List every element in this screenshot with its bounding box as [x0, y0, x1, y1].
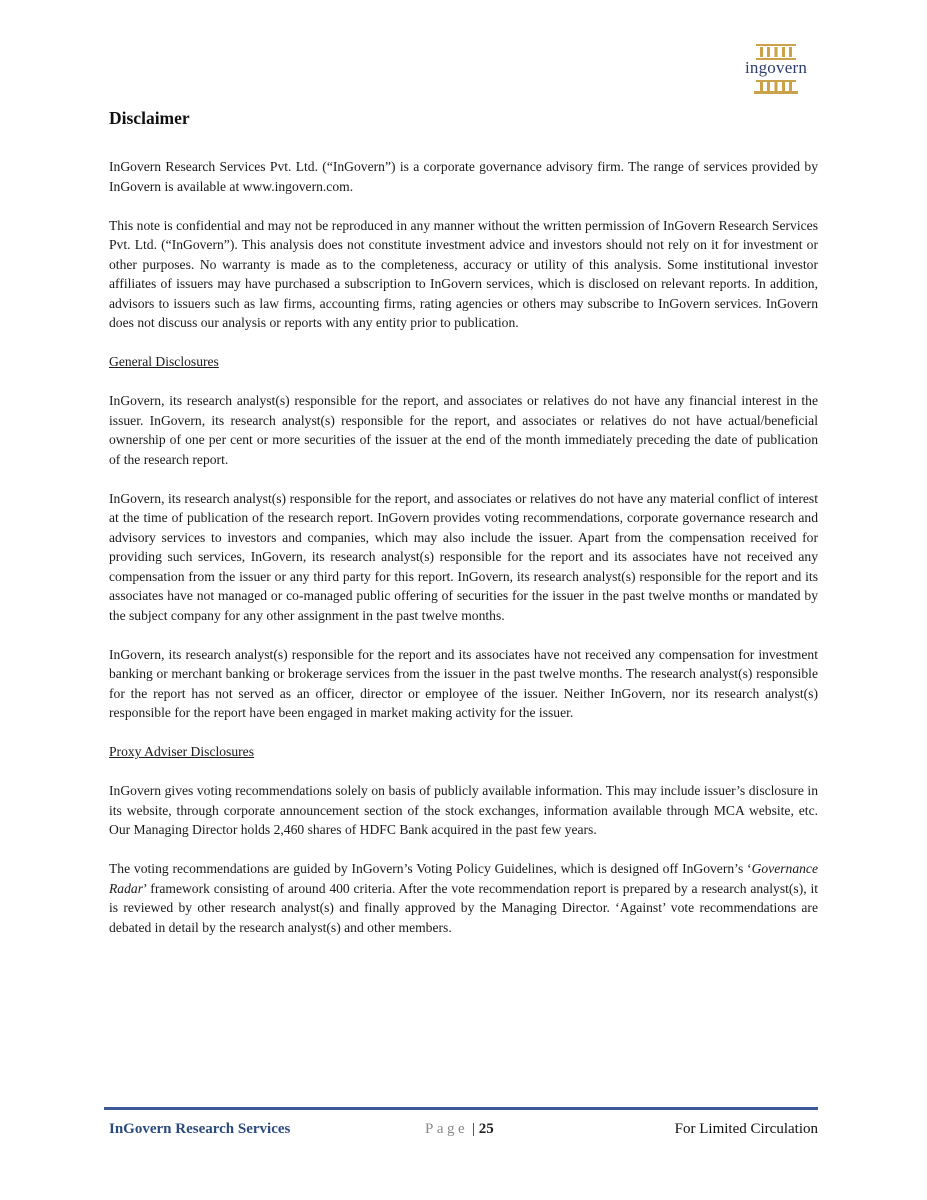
page-indicator [425, 1121, 494, 1138]
governance-radar-term: Governance Radar [109, 861, 818, 896]
general-paragraph-1: InGovern, its research analyst(s) responsible for the report, and associates or relatives do not have any financial interest in the issuer. InGovern, its research analyst(s) responsible for the report, and associates or relatives do not have actual/beneficial ownership of one per cent or more securities of the issuer at the end of the month immediately preceding the date of publication of the research report. [109, 393, 818, 467]
general-paragraph-2: InGovern, its research analyst(s) responsible for the report, and associates or relatives do not have any material conflict of interest at the time of publication of the research report. InGovern provides voting recommendations, corporate governance research and advisory services to investors and companies, which may also include the issuer. Apart from the compensation received for providing such services, InGovern, its research analyst(s) responsible for the report and its associates have not received any compensation from the issuer or any third party for this report. InGovern, its research analyst(s) responsible for the report and its associates have not managed or co-managed public offering of securities for the issuer in the past twelve months or mandated by the subject company for any other assignment in the past twelve months. [109, 490, 818, 623]
footer-company: InGovern Research Services [109, 1121, 291, 1137]
page-label: Page [425, 1121, 469, 1137]
proxy-p2-end: ’ framework consisting of around 400 criteria. After the vote recommendation report is prepared by a research analyst(s), it is reviewed by other research analyst(s) and finally approved by the Managing Director. ‘Against’ vote recommendations are debated in detail by the research analyst(s) and other members. [109, 880, 818, 935]
page-footer [109, 1121, 818, 1143]
intro-paragraph-1: InGovern Research Services Pvt. Ltd. (“InGovern”) is a corporate governance advisory firm. The range of services provided by InGovern is available at www.ingovern.com. [109, 159, 818, 194]
pillars-base-icon [754, 80, 798, 94]
logo-text: ingovern [744, 58, 808, 77]
proxy-paragraph-2 [109, 859, 818, 937]
ingovern-logo [736, 44, 816, 94]
page-title: Disclaimer [109, 108, 190, 128]
proxy-paragraph-1: InGovern gives voting recommendations solely on basis of publicly available information. This may include issuer’s disclosure in its website, through corporate announcement section of the stock exchanges, information available through MCA website, etc. Our Managing Director holds 2,460 shares of HDFC Bank acquired in the past few years. [109, 783, 818, 837]
intro-paragraph-2: This note is confidential and may not be reproduced in any manner without the written permission of InGovern Research Services Pvt. Ltd. (“InGovern”). This analysis does not constitute investment advice and investors should not rely on it for investment or other purposes. No warranty is made as to the completeness, accuracy or utility of this analysis. Some institutional investor affiliates of issuers may have purchased a subscription to InGovern services, which is disclosed on relevant reports. In addition, advisors to issuers such as law firms, accounting firms, rating agencies or others may subscribe to InGovern services. InGovern does not discuss our analysis or reports with any entity prior to publication. [109, 217, 818, 330]
page-separator: | [471, 1121, 475, 1137]
proxy-disclosures-heading: Proxy Adviser Disclosures [109, 744, 254, 759]
circulation-note: For Limited Circulation [674, 1121, 818, 1137]
disclaimer-body [109, 108, 818, 957]
general-disclosures-heading: General Disclosures [109, 354, 219, 369]
proxy-p2-start: The voting recommendations are guided by InGovern’s Voting Policy Guidelines, which is designed off InGovern’s ‘ [109, 861, 752, 876]
general-paragraph-3: InGovern, its research analyst(s) responsible for the report and its associates have not received any compensation for investment banking or merchant banking or brokerage services from the issuer in the past twelve months. The research analyst(s) responsible for the report has not served as an officer, director or employee of the issuer. Neither InGovern, nor its research analyst(s) responsible for the report have been engaged in market making activity for the issuer. [109, 646, 818, 720]
page-number: 25 [478, 1121, 494, 1137]
footer-rule [104, 1107, 818, 1110]
